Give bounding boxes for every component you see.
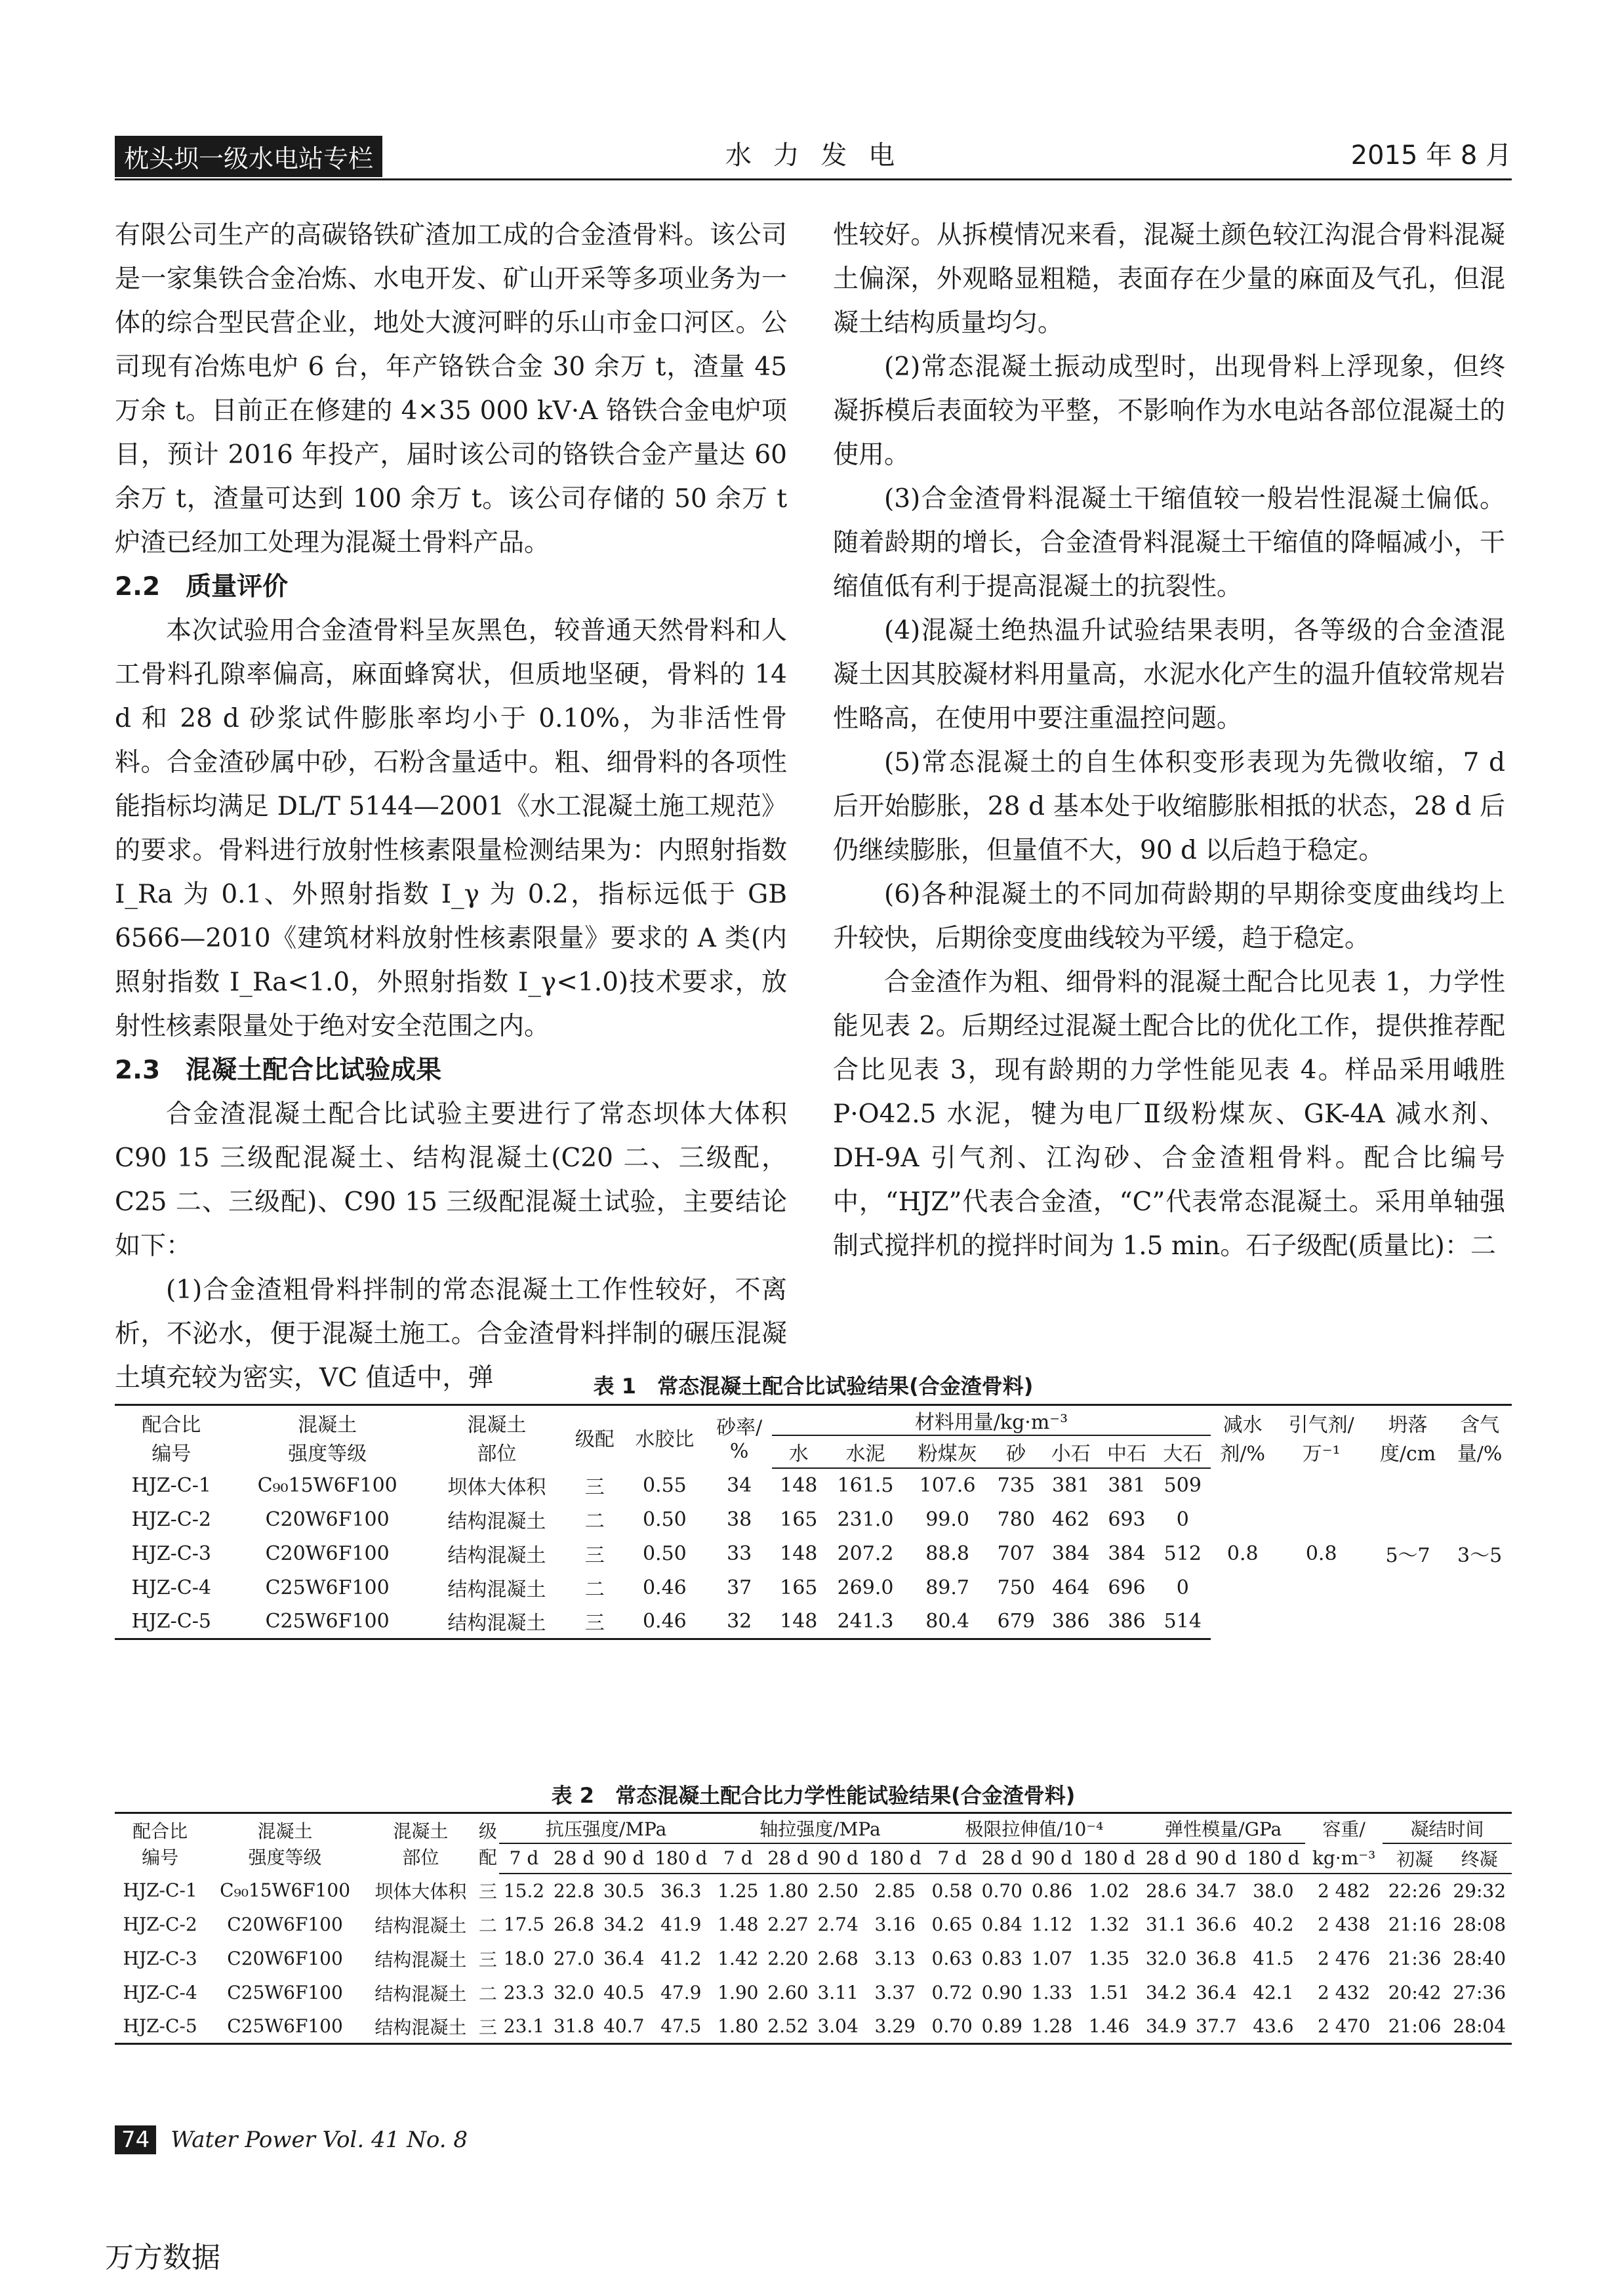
t1-h-id-2: 编号 (152, 1442, 192, 1466)
t2-cell: 结构混凝土 (365, 2010, 477, 2044)
right-paragraph-0: 性较好。从拆模情况来看，混凝土颜色较江沟混合骨料混凝土偏深，外观略显粗糙，表面存在少量的麻面及气孔，但混凝土结构质量均匀。 (833, 220, 1505, 338)
t2-cell: 28.6 (1145, 1879, 1187, 1902)
t2-cell: 36.4 (603, 1948, 645, 1969)
t2-cell: 36.4 (1196, 1982, 1237, 2003)
right-paragraph-2: (3)合金渣骨料混凝土干缩值较一般岩性混凝土偏低。随着龄期的增长，合金渣骨料混凝土干缩值的降幅减小，干缩值低有利于提高混凝土的抗裂性。 (833, 484, 1505, 602)
t1-cell: 33 (727, 1542, 752, 1565)
t2-cell: 41.2 (660, 1948, 702, 1969)
t1-cell: 107.6 (919, 1474, 976, 1497)
t2-cell: 28:08 (1453, 1914, 1507, 1935)
t2-cell: 2.27 (767, 1914, 809, 1935)
t1-h-material: 材料用量/kg·m⁻³ (772, 1405, 1211, 1436)
t2-cell: 36.8 (1196, 1948, 1237, 1969)
t1-h-sand-amt: 砂 (990, 1435, 1043, 1468)
t2-h-age: 28 d (977, 1843, 1027, 1874)
t1-cell: 0.46 (622, 1605, 706, 1639)
t2-cell: 0.72 (931, 1982, 973, 2003)
t1-h-large-stone: 大石 (1155, 1435, 1211, 1468)
t2-cell: 1.51 (1088, 1982, 1130, 2003)
t2-cell: 0.63 (931, 1948, 973, 1969)
t2-h-age: 180 d (863, 1843, 927, 1874)
journal-title: 水 力 发 电 (725, 140, 902, 171)
t1-cell: 514 (1155, 1605, 1211, 1639)
t2-h-age: 7 d (499, 1843, 549, 1874)
t1-h-small-stone: 小石 (1043, 1435, 1099, 1468)
t2-cell: 二 (478, 1982, 497, 2005)
t2-cell: 32.0 (1145, 1948, 1187, 1969)
t2-cell: 3.37 (874, 1982, 916, 2003)
t2-cell: 0.86 (1031, 1879, 1073, 1902)
t2-cell: 30.5 (603, 1879, 645, 1902)
left-paragraph-5: (1)合金渣粗骨料拌制的常态混凝土工作性较好，不离析，不泌水，便于混凝土施工。合金渣骨料拌制的碾压混凝土填充较为密实，VC 值适中，弹 (115, 1275, 787, 1393)
t1-cell: 89.7 (925, 1576, 969, 1599)
t1-cell: C25W6F100 (228, 1605, 427, 1639)
t2-cell: 坝体大体积 (374, 1880, 467, 1902)
t2-h-density-unit: kg·m⁻³ (1305, 1843, 1383, 1874)
t2-cell: 47.5 (649, 2010, 713, 2044)
table-row (115, 1976, 1512, 2010)
right-paragraph-4: (5)常态混凝土的自生体积变形表现为先微收缩，7 d 后开始膨胀，28 d 基本处于收缩膨胀相抵的状态，28 d 后仍继续膨胀，但量值不大，90 d 以后趋于稳定。 (833, 748, 1505, 865)
t1-cell: 207.2 (837, 1542, 894, 1565)
t1-cell: 三 (567, 1605, 622, 1639)
t2-cell: 1.42 (718, 1948, 759, 1969)
t1-h-mid-stone: 中石 (1099, 1435, 1154, 1468)
t2-h-density: 容重/ (1305, 1813, 1383, 1843)
t1-cell: 34 (727, 1473, 752, 1497)
t1-h-level: 级配 (567, 1405, 622, 1469)
t2-h-tensile: 轴拉强度/MPa (713, 1813, 927, 1843)
t2-cell: 47.9 (660, 1982, 702, 2003)
t2-h-age: 180 d (1077, 1843, 1141, 1874)
t1-cell: 386 (1043, 1605, 1099, 1639)
t2-cell: HJZ-C-3 (123, 1948, 197, 1969)
t2-h-level-2: 配 (478, 1847, 497, 1869)
t1-cell: 结构混凝土 (427, 1605, 567, 1639)
t1-h-ae-1: 引气剂/ (1288, 1413, 1354, 1437)
t2-h-age: 28 d (1141, 1843, 1191, 1874)
t1-cell: 148 (780, 1542, 818, 1565)
table-row (115, 1468, 1512, 1502)
t1-h-grade-1: 混凝土 (298, 1413, 357, 1437)
t1-cell: 512 (1163, 1542, 1202, 1565)
t1-h-grade-2: 强度等级 (288, 1442, 367, 1466)
t2-cell: C25W6F100 (227, 1982, 343, 2003)
t2-cell: 43.6 (1241, 2010, 1305, 2044)
t2-cell: 2 470 (1305, 2010, 1383, 2044)
t2-cell: 0.83 (981, 1948, 1022, 1969)
t2-h-age: 90 d (813, 1843, 863, 1874)
t2-cell: 29:32 (1453, 1879, 1507, 1902)
t1-cell: 165 (780, 1507, 818, 1531)
table-row (115, 1874, 1512, 1908)
t2-h-modulus: 弹性模量/GPa (1141, 1813, 1305, 1843)
t1-cell: 三 (584, 1476, 605, 1499)
t2-cell: 2.74 (817, 1914, 859, 1935)
t2-cell: 3.11 (817, 1982, 859, 2003)
t1-cell: HJZ-C-1 (131, 1473, 211, 1497)
table2 (115, 1812, 1512, 2045)
t1-cell: 88.8 (925, 1542, 969, 1565)
t1-cell: 0 (1176, 1507, 1189, 1531)
t2-cell: 结构混凝土 (374, 1914, 467, 1937)
t2-cell: 0.84 (981, 1914, 1022, 1935)
t1-cell: 32 (706, 1605, 772, 1639)
t2-h-part-1: 混凝土 (393, 1820, 449, 1843)
t2-cell: 2.50 (817, 1879, 859, 1902)
t1-cell: 750 (997, 1576, 1035, 1599)
t2-cell: 1.28 (1027, 2010, 1077, 2044)
t2-h-compressive: 抗压强度/MPa (499, 1813, 713, 1843)
right-column (833, 213, 1505, 1268)
t2-cell: HJZ-C-1 (123, 1879, 197, 1901)
t2-cell: 22:26 (1388, 1879, 1442, 1902)
t1-cell: HJZ-C-3 (131, 1542, 211, 1565)
t2-cell: 1.12 (1031, 1914, 1073, 1935)
t2-cell: 21:06 (1383, 2010, 1447, 2044)
t2-h-setting: 凝结时间 (1383, 1813, 1512, 1843)
t2-h-age: 28 d (549, 1843, 599, 1874)
t2-cell: 结构混凝土 (374, 1948, 467, 1971)
t2-cell: 32.0 (553, 1982, 595, 2003)
t1-cell: 384 (1108, 1542, 1146, 1565)
t1-h-wb: 水胶比 (622, 1405, 706, 1469)
t1-cell: C20W6F100 (265, 1542, 390, 1565)
t1-cell: 161.5 (837, 1474, 894, 1497)
t1-shared-cell: 3～5 (1457, 1544, 1503, 1567)
t1-cell: 二 (584, 1578, 605, 1601)
t1-h-id-1: 配合比 (142, 1413, 201, 1437)
t2-h-set-sub: 终凝 (1447, 1843, 1512, 1874)
t2-cell: 二 (478, 1914, 497, 1937)
t2-cell: 23.3 (503, 1982, 545, 2003)
t1-h-sand-1: 砂率/ (716, 1416, 763, 1439)
t2-cell: 2.60 (767, 1982, 809, 2003)
t1-cell: 37 (727, 1576, 752, 1599)
t1-cell: 0.50 (642, 1507, 687, 1531)
table-row (115, 1942, 1512, 1976)
t1-cell: HJZ-C-2 (131, 1507, 211, 1531)
t2-cell: 20:42 (1388, 1982, 1442, 2003)
table-row (115, 1908, 1512, 1942)
t2-cell: 1.48 (718, 1914, 759, 1935)
t2-cell: 17.5 (503, 1914, 545, 1935)
t2-cell: 3.04 (813, 2010, 863, 2044)
t2-cell: C20W6F100 (227, 1914, 343, 1935)
t1-cell: 结构混凝土 (447, 1544, 546, 1567)
t1-h-cement: 水泥 (825, 1435, 905, 1468)
t2-cell: 1.46 (1077, 2010, 1141, 2044)
t2-cell: 1.32 (1088, 1914, 1130, 1935)
t1-cell: 707 (997, 1542, 1035, 1565)
issue-date: 2015 年 8 月 (1350, 140, 1512, 171)
t2-cell: 40.5 (603, 1982, 645, 2003)
t1-cell: 165 (780, 1576, 818, 1599)
t2-cell: 1.80 (713, 2010, 763, 2044)
table1 (115, 1404, 1512, 1640)
t2-h-age: 90 d (1027, 1843, 1077, 1874)
t2-cell: 37.7 (1191, 2010, 1241, 2044)
t1-cell: 0.55 (642, 1473, 687, 1497)
t2-cell: 2 432 (1318, 1982, 1371, 2003)
header-rule (115, 178, 1512, 180)
t1-cell: 坝体大体积 (447, 1476, 546, 1499)
t1-cell: 384 (1052, 1542, 1090, 1565)
t2-cell: 27:36 (1453, 1982, 1507, 2003)
left-paragraph-2: 本次试验用合金渣骨料呈灰黑色，较普通天然骨料和人工骨料孔隙率偏高，麻面蜂窝状，但质地坚硬，骨料的 14 d 和 28 d 砂浆试件膨胀率均小于 0.10%，为非活性骨料。合金渣砂属中砂，石粉含量适中。粗、细骨料的各项性能指标均满足 DL/T 5144—2001《水工混凝土施工规范》的要求。骨料进行放射性核素限量检测结果为：内照射指数 I_Ra 为 0.1、外照射指数 I_γ 为 0.2，指标远低于 GB 6566—2010《建筑材料放射性核素限量》要求的 A 类(内照射指数 I_Ra<1.0，外照射指数 I_γ<1.0)技术要求，放射性核素限量处于绝对安全范围之内。 (115, 616, 787, 1041)
t1-cell: 679 (990, 1605, 1043, 1639)
table-row (115, 2010, 1512, 2044)
t2-cell: 15.2 (503, 1879, 545, 1902)
right-paragraph-3: (4)混凝土绝热温升试验结果表明，各等级的合金渣混凝土因其胶凝材料用量高，水泥水化产生的温升值较常规岩性略高，在使用中要注重温控问题。 (833, 616, 1505, 733)
t1-h-part-1: 混凝土 (467, 1413, 527, 1437)
t2-cell: 0.90 (981, 1982, 1022, 2003)
t2-cell: 2 482 (1318, 1879, 1371, 1902)
t2-cell: 3.16 (874, 1914, 916, 1935)
t2-h-age: 90 d (599, 1843, 649, 1874)
t1-h-part-2: 部位 (477, 1442, 517, 1466)
t2-h-id-2: 编号 (142, 1847, 179, 1869)
t2-cell: 3.29 (863, 2010, 927, 2044)
t2-cell: 2 476 (1318, 1948, 1371, 1969)
t1-shared-cell: 0.8 (1226, 1542, 1259, 1565)
table2-caption: 表 2 常态混凝土配合比力学性能试验结果(合金渣骨料) (551, 1783, 1076, 1808)
t1-cell: 99.0 (925, 1507, 969, 1531)
t2-cell: 1.90 (718, 1982, 759, 2003)
right-paragraph-6: 合金渣作为粗、细骨料的混凝土配合比见表 1，力学性能见表 2。后期经过混凝土配合比的优化工作，提供推荐配合比见表 3，现有龄期的力学性能见表 4。样品采用峨胜 P·O42.5 水泥，犍为电厂Ⅱ级粉煤灰、GK-4A 减水剂、DH-9A 引气剂、江沟砂、合金渣粗骨料。配合比编号中，“HJZ”代表合金渣，“C”代表常态混凝土。采用单轴强制式搅拌机的搅拌时间为 1.5 min。石子级配(质量比)：二 (833, 968, 1505, 1261)
t1-cell: 0.46 (642, 1576, 687, 1599)
t2-cell: 40.2 (1253, 1914, 1294, 1935)
t1-h-ae-2: 万⁻¹ (1302, 1442, 1341, 1466)
table1-caption: 表 1 常态混凝土配合比试验结果(合金渣骨料) (593, 1374, 1034, 1399)
t2-h-grade-2: 强度等级 (248, 1847, 322, 1869)
t2-cell: 38.0 (1253, 1879, 1294, 1902)
t2-h-id-1: 配合比 (132, 1820, 188, 1843)
t1-h-slump-2: 度/cm (1379, 1442, 1436, 1466)
t2-cell: HJZ-C-4 (123, 1982, 197, 2003)
left-column (115, 213, 787, 1400)
t2-cell: 31.8 (549, 2010, 599, 2044)
t1-cell: 386 (1099, 1605, 1154, 1639)
t1-cell: 780 (997, 1507, 1035, 1531)
t1-cell: HJZ-C-5 (115, 1605, 228, 1639)
t2-cell: 26.8 (553, 1914, 595, 1935)
t2-h-age: 180 d (649, 1843, 713, 1874)
t2-h-level-1: 级 (478, 1820, 497, 1843)
t2-cell: 2.85 (874, 1879, 916, 1902)
t1-cell: 509 (1163, 1474, 1202, 1497)
t2-cell: 22.8 (553, 1879, 595, 1902)
t2-cell: 40.7 (599, 2010, 649, 2044)
right-paragraph-5: (6)各种混凝土的不同加荷龄期的早期徐变度曲线均上升较快，后期徐变度曲线较为平缓，趋于稳定。 (833, 880, 1505, 953)
t2-cell: 41.9 (660, 1914, 702, 1935)
t1-cell: 三 (584, 1544, 605, 1567)
t2-cell: 34.2 (1145, 1982, 1187, 2003)
t1-h-air-2: 量/% (1457, 1442, 1503, 1466)
t1-h-slump-1: 坍落 (1388, 1413, 1428, 1437)
t2-cell: 0.70 (981, 1879, 1022, 1902)
t1-cell: C25W6F100 (265, 1576, 390, 1599)
t1-cell: C20W6F100 (265, 1507, 390, 1531)
t2-cell: HJZ-C-5 (115, 2010, 205, 2044)
running-header (115, 134, 1512, 174)
t2-cell: 0.58 (931, 1879, 973, 1902)
column-tag: 枕头坝一级水电站专栏 (115, 136, 382, 177)
t2-cell: 34.2 (603, 1914, 645, 1935)
t1-cell: 0.50 (642, 1542, 687, 1565)
t2-cell: 三 (478, 1948, 497, 1971)
t2-h-age: 7 d (713, 1843, 763, 1874)
t2-cell: 0.65 (931, 1914, 973, 1935)
t1-cell: 结构混凝土 (447, 1510, 546, 1533)
t2-cell: C25W6F100 (205, 2010, 365, 2044)
t1-cell: 269.0 (837, 1576, 894, 1599)
t1-h-air-1: 含气 (1460, 1413, 1500, 1437)
left-heading-3: 2.3 混凝土配合比试验成果 (115, 1056, 442, 1085)
watermark: 万方数据 (105, 2241, 220, 2274)
t2-cell: 36.6 (1196, 1914, 1237, 1935)
t2-cell: 2.68 (817, 1948, 859, 1969)
t1-cell: 38 (727, 1507, 752, 1531)
t2-cell: 3.13 (874, 1948, 916, 1969)
t1-cell: 735 (997, 1474, 1035, 1497)
t1-cell: 148 (780, 1474, 818, 1497)
t1-cell: HJZ-C-4 (131, 1576, 211, 1599)
page-footer (115, 2125, 468, 2154)
t2-cell: 41.5 (1253, 1948, 1294, 1969)
t2-cell: 28:04 (1447, 2010, 1512, 2044)
t2-h-extensibility: 极限拉伸值/10⁻⁴ (927, 1813, 1141, 1843)
t1-shared-cell: 5～7 (1385, 1544, 1430, 1567)
t1-cell: 231.0 (837, 1507, 894, 1531)
t2-cell: 1.02 (1088, 1879, 1130, 1902)
t1-h-flyash: 粉煤灰 (906, 1435, 990, 1468)
t2-cell: 2.52 (763, 2010, 813, 2044)
t2-cell: 18.0 (503, 1948, 545, 1969)
t2-cell: C₉₀15W6F100 (220, 1879, 351, 1901)
t2-cell: 34.7 (1196, 1879, 1237, 1902)
t1-h-sand-2: % (729, 1440, 749, 1463)
t2-cell: 0.70 (927, 2010, 977, 2044)
t1-cell: 241.3 (825, 1605, 905, 1639)
t2-h-age: 7 d (927, 1843, 977, 1874)
t1-cell: 381 (1108, 1474, 1146, 1497)
t1-h-wr-1: 减水 (1223, 1413, 1263, 1437)
t1-cell: 0 (1176, 1576, 1189, 1599)
t1-cell: 148 (772, 1605, 825, 1639)
t2-cell: 21:16 (1388, 1914, 1442, 1935)
t1-cell: 381 (1052, 1474, 1090, 1497)
right-paragraph-1: (2)常态混凝土振动成型时，出现骨料上浮现象，但终凝拆模后表面较为平整，不影响作为水电站各部位混凝土的使用。 (833, 352, 1505, 470)
t2-h-grade-1: 混凝土 (257, 1820, 313, 1843)
t2-cell: HJZ-C-2 (123, 1914, 197, 1935)
t2-cell: 42.1 (1253, 1982, 1294, 2003)
t1-cell: 80.4 (906, 1605, 990, 1639)
t1-cell: C₉₀15W6F100 (257, 1473, 397, 1497)
t1-cell: 结构混凝土 (447, 1578, 546, 1601)
t2-cell: 1.25 (718, 1879, 759, 1902)
t2-h-set-sub: 初凝 (1383, 1843, 1447, 1874)
t2-cell: 27.0 (553, 1948, 595, 1969)
t2-cell: 21:36 (1388, 1948, 1442, 1969)
journal-citation: Water Power Vol. 41 No. 8 (171, 2127, 468, 2153)
page-number: 74 (115, 2125, 156, 2154)
t2-cell: 1.80 (767, 1879, 809, 1902)
t2-cell: 2 438 (1318, 1914, 1371, 1935)
t2-cell: 0.89 (977, 2010, 1027, 2044)
t2-cell: 31.1 (1145, 1914, 1187, 1935)
t2-cell: 结构混凝土 (374, 1982, 467, 2005)
t2-cell: 1.33 (1031, 1982, 1073, 2003)
t2-cell: 36.3 (660, 1879, 702, 1902)
t2-cell: 三 (477, 2010, 499, 2044)
t2-h-age: 180 d (1241, 1843, 1305, 1874)
t2-h-age: 28 d (763, 1843, 813, 1874)
t2-h-age: 90 d (1191, 1843, 1241, 1874)
t2-cell: 34.9 (1141, 2010, 1191, 2044)
t2-cell: 1.07 (1031, 1948, 1073, 1969)
left-heading-1: 2.2 质量评价 (115, 572, 289, 602)
left-paragraph-0: 有限公司生产的高碳铬铁矿渣加工成的合金渣骨料。该公司是一家集铁合金冶炼、水电开发、矿山开采等多项业务为一体的综合型民营企业，地处大渡河畔的乐山市金口河区。公司现有冶炼电炉 6 台，年产铬铁合金 30 余万 t，渣量 45 万余 t。目前正在修建的 4×35 000 kV·A 铬铁合金电炉项目，预计 2016 年投产，届时该公司的铬铁合金产量达 60 余万 t，渣量可达到 100 余万 t。该公司存储的 50 余万 t 炉渣已经加工处理为混凝土骨料产品。 (115, 220, 787, 558)
t1-shared-cell: 0.8 (1305, 1542, 1337, 1565)
t2-cell: C20W6F100 (227, 1948, 343, 1969)
t1-cell: 696 (1108, 1576, 1146, 1599)
t2-cell: 1.35 (1088, 1948, 1130, 1969)
left-paragraph-4: 合金渣混凝土配合比试验主要进行了常态坝体大体积 C90 15 三级配混凝土、结构混凝土(C20 二、三级配，C25 二、三级配)、C90 15 三级配混凝土试验，主要结论如下： (115, 1099, 787, 1261)
t2-h-part-2: 部位 (402, 1847, 439, 1869)
t1-cell: 464 (1052, 1576, 1090, 1599)
t1-h-wr-2: 剂/% (1220, 1442, 1266, 1466)
t2-cell: 28:40 (1453, 1948, 1507, 1969)
t2-cell: 2.20 (767, 1948, 809, 1969)
t1-cell: 二 (584, 1510, 605, 1533)
t1-h-water: 水 (772, 1435, 825, 1468)
t1-cell: 462 (1052, 1507, 1090, 1531)
t1-cell: 693 (1108, 1507, 1146, 1531)
t2-cell: 三 (478, 1880, 497, 1902)
t2-cell: 23.1 (499, 2010, 549, 2044)
